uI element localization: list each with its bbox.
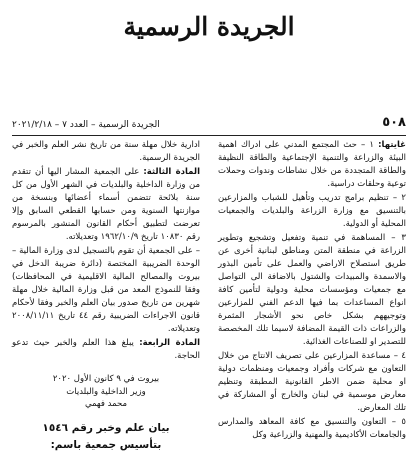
paragraph	[218, 350, 406, 415]
paragraph	[218, 416, 406, 442]
notice-heading	[12, 420, 200, 454]
article-heading: المادة الرابعة:	[139, 337, 200, 348]
paragraph-lead: غايتها:	[378, 140, 406, 150]
paragraph	[12, 337, 200, 363]
paragraph-text: ٢ – تنظيم برامج تدريب وتأهيل للشباب والمزارعين بالتنسيق مع وزارة الزراعة والبلديات والجمعيات المحلية أو الدولية.	[218, 192, 406, 230]
paragraph-text: ٤ – مساعدة المزارعين على تصريف الانتاج من خلال التعاون مع شركات وأفراد وجمعيات ومنظمات دولية او محلية ضمن الاطر القانونية المطبقة وتنظيم معارض موسمية في لبنان والخارج أو المشاركة في تلك المعارض.	[218, 351, 406, 414]
left-column	[12, 139, 200, 454]
issue-meta: الجريدة الرسمية – العدد ٧ – ٢٠٢١/٢/١٨	[12, 120, 160, 130]
notice-subtitle: بتأسيس جمعية باسم:	[50, 438, 162, 451]
signature-name: محمد فهمي	[84, 399, 128, 410]
paragraph-text: ١ – حث المجتمع المدني على ادراك اهمية البيئة والزراعة والتنمية الإجتماعية والطاقة النظيفة والطاقة المتجددة من خلال نشاطات وندوات وحملات توعية وحلقات دراسية.	[218, 140, 406, 190]
paragraph-text: ادارية خلال مهلة سنة من تاريخ نشر العلم والخبر في الجريدة الرسمية.	[12, 140, 200, 164]
right-column	[218, 139, 406, 443]
page-number: ٥٠٨	[382, 115, 406, 130]
paragraph	[12, 139, 200, 165]
paragraph-text: ٣ – المساهمة في تنمية وتفعيل وتشجيع وتطوير الزراعة في منطقة المتن ومناطق لبنانية أخرى عن طريق استصلاح الاراضي والعمل على تأمين البذور والاسمدة والمبيدات والشتول بالاضافة الى التواصل مع جمعيات ومؤسسات محلية ودولية لتأمين كافة انواع المساعدات بما فيها الدعم الفني للمزارعين وتوجيههم بشكل خاص نحو الأشجار المثمرة والزراعات ذات القيمة المضافة لاسيما تلك المخصصة للتصدير او للصناعات الغذائية.	[218, 232, 406, 348]
paragraph	[12, 166, 200, 245]
paragraph-text: ٥ – التعاون والتنسيق مع كافة المعاهد والمدارس والجامعات الأكاديمية والمهنية والزراعية وكل	[218, 416, 406, 441]
gazette-masthead: الجريدة الرسمية	[123, 12, 295, 41]
article-heading: المادة الثالثة:	[143, 166, 200, 177]
signature-place-date: بيروت في ٩ كانون الأول ٢٠٢٠	[52, 374, 160, 385]
paragraph-text: يبلغ هذا العلم والخبر حيث تدعو الحاجة.	[12, 337, 200, 361]
signature-block	[12, 373, 200, 411]
paragraph-text: – على الجمعية أن تقوم بالتسجيل لدى وزارة المالية – الوحدة الضريبية المختصة (دائرة ضريبة الدخل في بيروت والمصالح المالية الاقليمية في المحافظات) وفقا للنموذج المعد من قبل وزارة المالية خلال مهلة شهرين من تاريخ صدور بيان العلم والخبر وفقا لأحكام قانون الاجراءات الضريبية رقم ٤٤ تاريخ ٢٠٠٨/١١/١١ وتعديلاته.	[12, 245, 200, 335]
notice-title: بيان علم وخبر رقم ١٥٤٦	[42, 421, 170, 434]
paragraph	[218, 232, 406, 350]
paragraph-text: على الجمعية المشار اليها أن تتقدم من وزارة الداخلية والبلديات في الشهر الأول من كل سنة بلائحة تتضمن أسماء أعضائها وبنسخة من موازنتها السنوية ومن حسابها القطعي السابق وإلا تعرضت لتطبيق أحكام القانون المنشور بالمرسوم رقم ١٠٨٣٠ تاريخ ١٩٦٢/١٠/٩ وتعديلاته.	[12, 166, 200, 243]
paragraph	[218, 192, 406, 231]
paragraph	[12, 245, 200, 337]
paragraph	[218, 139, 406, 191]
page-header-bar	[12, 117, 406, 136]
signature-title: وزير الداخلية والبلديات	[66, 386, 146, 397]
